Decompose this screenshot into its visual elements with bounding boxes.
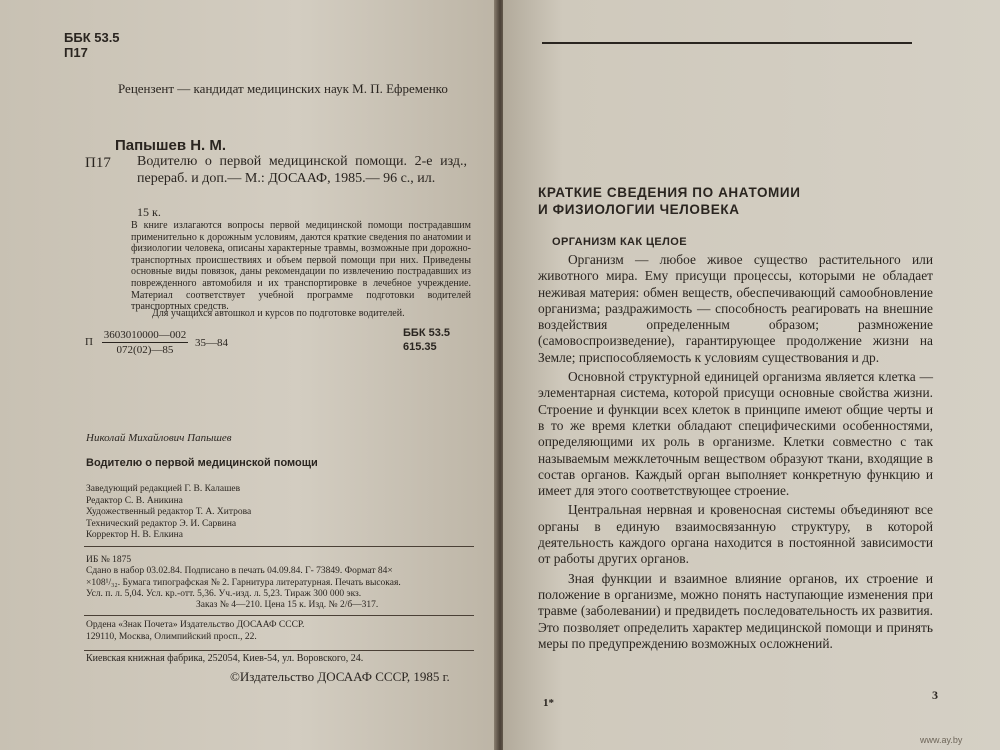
catalog-code: П17 [64,45,88,60]
bbk-index-block [64,30,120,60]
author-full-name: Николай Михайлович Папышев [86,432,232,444]
editors-list [86,484,251,542]
subsection-title: ОРГАНИЗМ КАК ЦЕЛОЕ [552,236,687,248]
copyright-line: ©Издательство ДОСААФ СССР, 1985 г. [230,669,450,684]
classification-code [85,328,228,357]
print-line: Усл. п. л. 5,04. Усл. кр.-отт. 5,36. Уч.-изд. л. 5,23. Тираж 300 000 экз. [86,588,362,599]
editor-line: Редактор С. В. Аникина [86,495,183,506]
section-title-line: И ФИЗИОЛОГИИ ЧЕЛОВЕКА [538,202,740,217]
bbk-index: ББК 53.5 [64,30,120,45]
bbk-bottom: ББК 53.5 [403,327,450,339]
copies-price: 15 к. [137,205,161,219]
editor-line: Заведующий редакцией Г. В. Калашев [86,484,241,494]
paragraph: Зная функции и взаимное влияние органов, их строение и положение в организме, можно понять наступающие изменения при травме (заболевании) и предвидеть последовательность их развития. Это позволяет определить характер медицинской помощи и принять меры по предупреждению возможных осложнений. [538,570,933,651]
editor-line: Корректор Н. В. Елкина [86,530,183,540]
paragraph: Центральная нервная и кровеносная системы объединяют все органы в единую взаимосвязанную структуру, в которой деятельность каждого органа находится в постоянной зависимости от работы других органов. [538,502,933,567]
print-line: ×108¹/₃₂. Бумага типографская № 2. Гарнитура литературная. Печать высокая. [86,577,401,588]
publisher-line: 129110, Москва, Олимпийский просп., 22. [86,631,257,642]
print-line: Сдано в набор 03.02.84. Подписано в печать 04.09.84. Г- 73849. Формат 84× [86,566,393,577]
audience-line: Для учащихся автошкол и курсов по подготовке водителей. [152,308,405,319]
left-page [0,0,497,750]
publisher-info [86,620,304,643]
divider [84,650,474,651]
divider [84,546,474,547]
book-title-small: Водителю о первой медицинской помощи [86,457,318,469]
paragraph: Организм — любое живое существо растительного или животного мира. Ему присущи процессы, которыми не обладает неживая материя: обмен веществ, обеспечивающий самообновление организма; раздражимость — способность реагировать на внешние воздействия определенным образом; размножение (самовоспроизведение), гарантирующее продолжение жизни на Земле; приспособляемость к условиям существования и др. [538,252,933,365]
udc-code: 615.35 [403,341,437,353]
class-suffix: 35—84 [194,336,228,349]
author-name: Папышев Н. М. [115,137,227,154]
reviewer-line: Рецензент — кандидат медицинских наук М. П. Ефременко [118,81,448,96]
class-prefix: П [85,336,93,349]
print-line: ИБ № 1875 [86,555,132,565]
bbk-bottom-block [403,326,450,354]
print-info [86,555,401,611]
book-description: Водителю о первой медицинской помощи. 2-е изд., перераб. и доп.— М.: ДОСААФ, 1985.— 96 с., ил. [137,154,467,186]
page-number: 3 [932,688,938,702]
class-numerator: 3603010000—002 [103,329,187,341]
watermark: www.ay.by [920,735,963,745]
factory-line: Киевская книжная фабрика, 252054, Киев-54, ул. Воровского, 24. [86,653,364,664]
annotation: В книге излагаются вопросы первой медицинской помощи пострадавшим применительно к дорожным условиям, даются краткие сведения по анатомии и физиологии человека, описаны характерные травмы, возможные при дорожно-транспортных происшествиях и объем первой помощи при них. Приведены основные виды повязок, даны рекомендации по извлечению пострадавших из поврежденного автомобиля и их транспортировке в лечебное учреждение. Материал соответствует учебной программе подготовки водителей транспортных средств. [131,220,471,313]
class-fraction [102,328,189,357]
publisher-line: Ордена «Знак Почета» Издательство ДОСААФ СССР. [86,620,305,630]
divider [84,615,474,616]
paragraph: Основной структурной единицей организма является клетка — элементарная система, которой присущи основные свойства жизни. Строение и функции всех клеток в принципе имеют общие черты и в то же время клетки обладают специфическими особенностями, определяющими их роль в организме. Клетки совместно с так называемым межклеточным веществом образуют ткани, входящие в состав органов. Каждый орган выполняет конкретную функцию и имеет для этого соответствующее строение. [538,369,933,499]
editor-line: Художественный редактор Т. А. Хитрова [86,507,252,517]
top-rule [542,42,912,44]
class-denominator: 072(02)—85 [116,344,174,356]
section-title [538,184,801,218]
print-line: Заказ № 4—210. Цена 15 к. Изд. № 2/б—317. [196,600,379,611]
body-text [538,252,933,652]
editor-line: Технический редактор Э. И. Сарвина [86,518,237,529]
section-title-line: КРАТКИЕ СВЕДЕНИЯ ПО АНАТОМИИ [538,185,801,200]
entry-code: П17 [85,155,111,171]
signature-mark: 1* [543,697,554,709]
